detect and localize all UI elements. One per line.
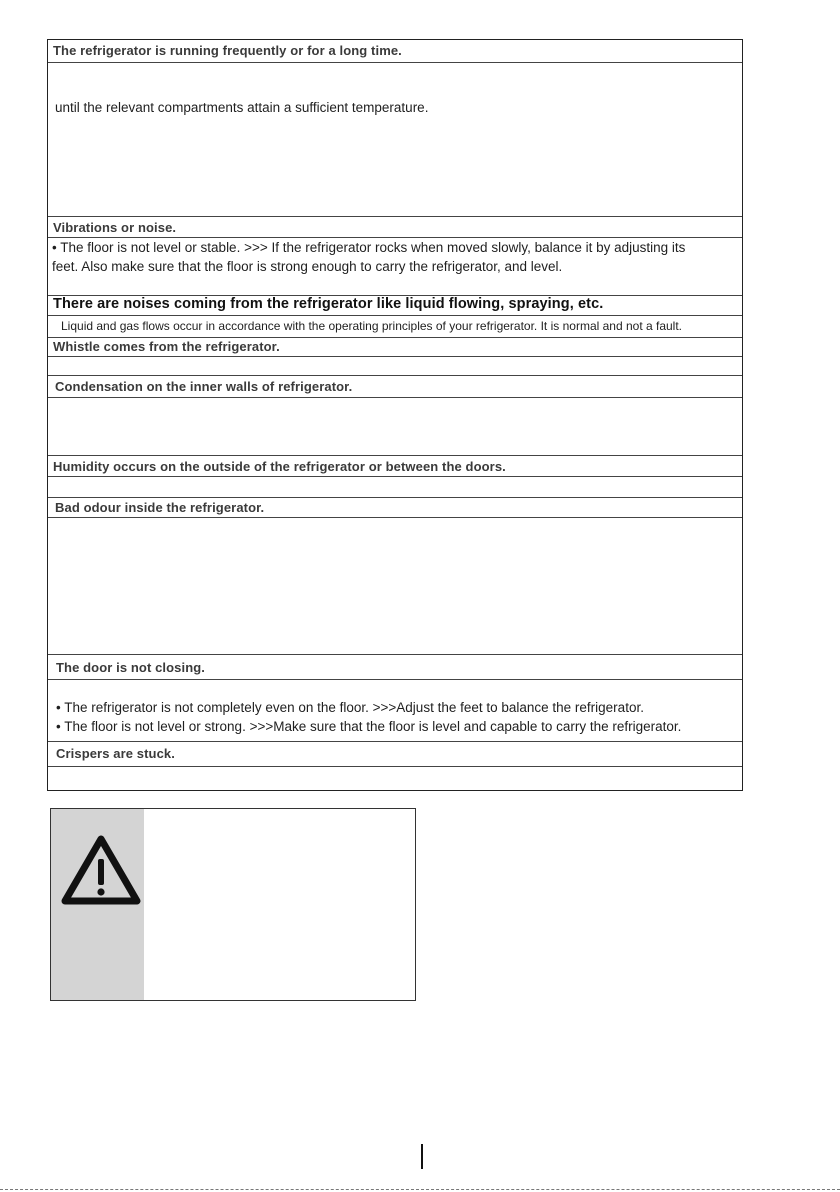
table-row [48,40,742,62]
row-title: Bad odour inside the refrigerator. [55,500,265,515]
troubleshooting-table [47,39,743,791]
table-row [48,356,742,375]
table-row [48,337,742,356]
row-title: Condensation on the inner walls of refrigerator. [55,379,353,394]
table-row [48,62,742,216]
row-title: Vibrations or noise. [53,220,177,235]
row-text: Liquid and gas flows occur in accordance with the operating principles of your refrigerator. It is normal and not a fault. [61,319,683,333]
row-text: • The refrigerator is not completely even on the floor. >>>Adjust the feet to balance the refrigerator. [56,700,644,715]
table-row [48,295,742,315]
warning-box [50,808,416,1001]
page-bottom-rule [0,1189,840,1190]
table-row [48,497,742,517]
warning-triangle-icon [61,835,141,907]
row-title: The refrigerator is running frequently or for a long time. [53,43,402,58]
table-row [48,741,742,766]
table-row [48,216,742,237]
table-row [48,375,742,397]
table-row [48,679,742,741]
row-title: Humidity occurs on the outside of the refrigerator or between the doors. [53,459,506,474]
table-row [48,397,742,455]
warning-band [51,809,144,1000]
table-row [48,654,742,679]
table-row [48,517,742,654]
table-row [48,766,742,790]
page-number-marker [421,1144,423,1169]
row-title: Whistle comes from the refrigerator. [53,339,280,354]
table-row [48,455,742,476]
row-text: • The floor is not level or stable. >>> If the refrigerator rocks when moved slowly, balance it by adjusting its [52,240,686,255]
row-title: Crispers are stuck. [56,746,175,761]
table-row [48,315,742,337]
row-text: feet. Also make sure that the floor is strong enough to carry the refrigerator, and level. [52,259,563,274]
row-text: until the relevant compartments attain a sufficient temperature. [55,100,429,115]
row-title: There are noises coming from the refrigerator like liquid flowing, spraying, etc. [53,296,604,312]
row-title: The door is not closing. [56,660,206,675]
table-row [48,476,742,497]
row-text: • The floor is not level or strong. >>>Make sure that the floor is level and capable to carry the refrigerator. [56,719,682,734]
table-row [48,237,742,295]
